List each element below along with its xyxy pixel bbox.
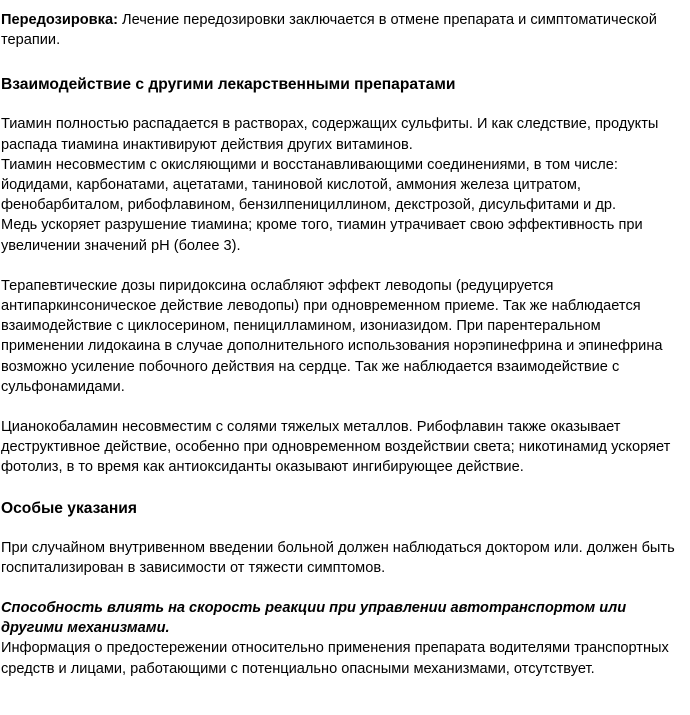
spacer <box>1 256 684 276</box>
interaction-p1-line1: Тиамин полностью распадается в растворах, содержащих сульфиты. И как следствие, продукты распада тиамина инактивируют действия других витаминов. <box>1 116 659 153</box>
special-p1: При случайном внутривенном введении больной должен наблюдаться доктором или. должен быть госпитализирован в зависимости от тяжести симптомов. <box>1 539 675 576</box>
overdose-paragraph <box>1 10 684 50</box>
interaction-p3: Цианокобаламин несовместим с солями тяжелых металлов. Рибофлавин также оказывает деструктивное действие, особенно при одновременном воздействии света; никотинамид ускоряет фотолиз, в то время как антиоксиданты оказывают ингибирующее действие. <box>1 419 671 476</box>
spacer <box>1 578 684 598</box>
special-heading: Особые указания <box>1 499 137 517</box>
spacer <box>1 50 684 70</box>
spacer <box>1 397 684 417</box>
interaction-heading: Взаимодействие с другими лекарственными препаратами <box>1 76 456 94</box>
overdose-label: Передозировка: <box>1 12 118 28</box>
driving-text: Информация о предостережении относительно применения препарата водителями транспортных средств и лицами, работающими с потенциально опасными механизмами, отсутствует. <box>1 640 669 677</box>
interaction-p2: Терапевтические дозы пиридоксина ослабляют эффект леводопы (редуцируется антипаркинсоническое действие леводопы) при одновременном приеме. Так же наблюдается взаимодействие с циклосерином, пеницилламином, изониазидом. При парентеральном применении лидокаина в случае дополнительного использования норэпинефрина и эпинефрина возможно усиление побочного действия на сердце. Так же наблюдается взаимодействие с сульфонамидами. <box>1 277 663 395</box>
interaction-p1-line3: Медь ускоряет разрушение тиамина; кроме того, тиамин утрачивает свою эффективность при увеличении значений pH (более 3). <box>1 217 643 254</box>
interaction-p1-line2: Тиамин несовместим с окисляющими и восстанавливающими соединениями, в том числе: йодидами, карбонатами, ацетатами, таниновой кислотой, аммония железа цитратом, фенобарбиталом, рибофлавином, бензилпенициллином, декстрозой, дисульфитами и др. <box>1 156 618 214</box>
overdose-text: Лечение передозировки заключается в отмене препарата и симптоматической терапии. <box>1 12 657 49</box>
driving-heading: Способность влиять на скорость реакции при управлении автотранспортом или другими механизмами. <box>1 600 627 637</box>
spacer <box>1 478 684 498</box>
